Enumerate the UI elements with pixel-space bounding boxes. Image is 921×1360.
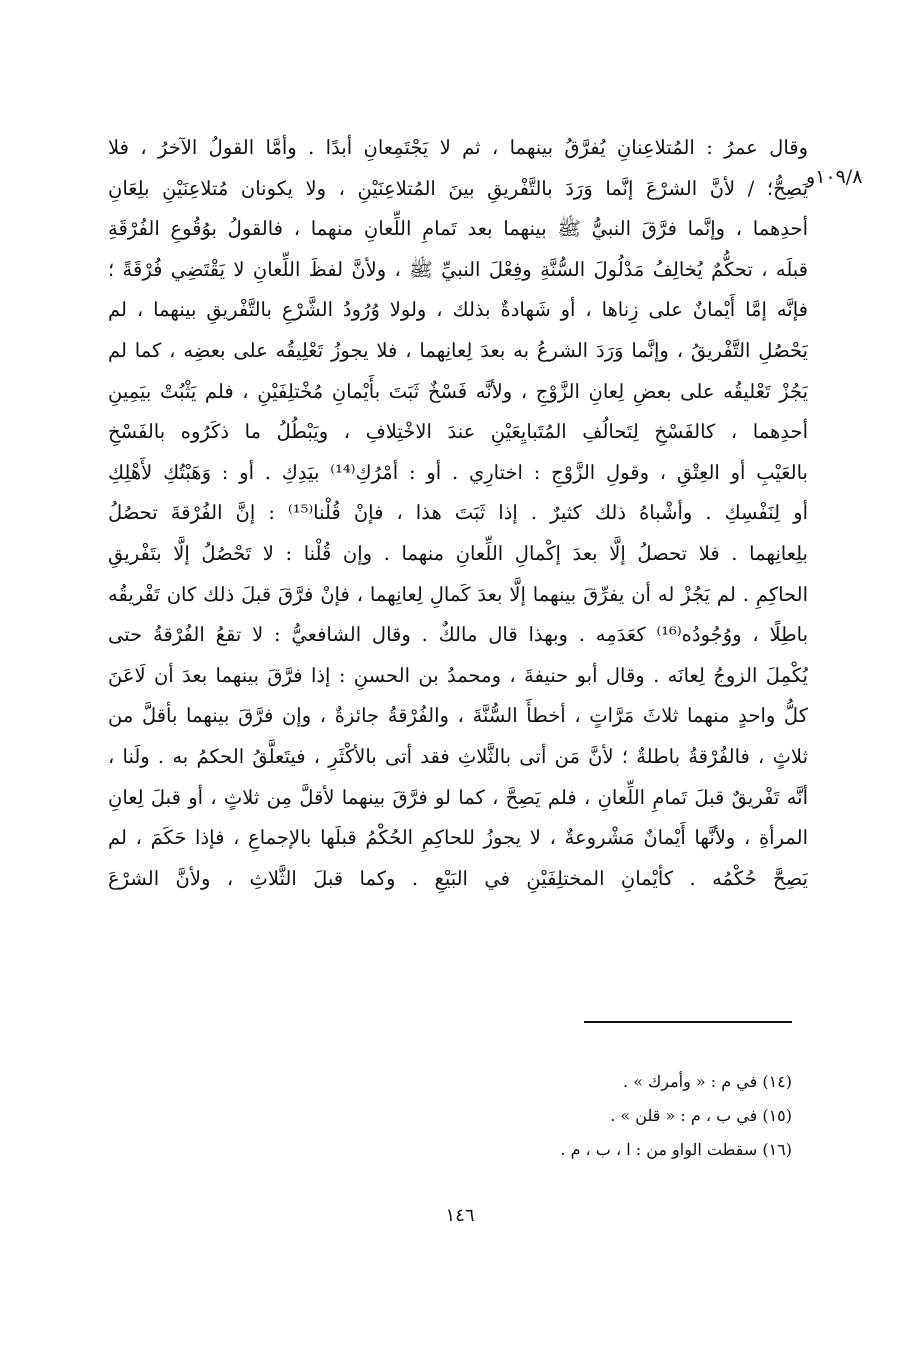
text-line: فإنَّه إمَّا أَيْمانٌ على زِناها ، أو شَهادةٌ بذلك ، ولولا وُرُودُ الشَّرْعِ بالتَّفْريقِ بينهما ، لم [108, 298, 808, 322]
footnote: (١٤) في م : « وأمرك » . [623, 1072, 792, 1091]
footnote-separator-rule [584, 1021, 792, 1023]
text-line: يَصِحَّ حُكْمُه . كأيْمانِ المختلِفَيْنِ في البَيْعِ . وكما قبلَ الثَّلاثِ ، ولأنَّ الشرْعَ [108, 866, 808, 890]
footnotes-block [380, 1065, 792, 1167]
text-line: ثلاثٍ ، فالفُرْقةُ باطلةٌ ؛ لأنَّ مَن أتى بالثَّلاثِ فقد أتى بالأكْثَرِ ، فيتَعلَّقُ الحكمُ به . ولَنا ، [108, 744, 808, 768]
page-number: ١٤٦ [445, 1205, 475, 1226]
text-line: قبلَه ، تحكُّمٌ يُخالِفُ مَدْلُولَ السُّنَّةِ وفِعْلَ النبيِّ ﷺ ، ولأنَّ لفظَ اللِّعانِ لا يَقْتَضِي فُرْقَةً ؛ [108, 257, 808, 281]
text-line: الحاكِمِ . لم يَجُزْ له أن يفرِّقَ بينهما إلَّا بعدَ كَمالِ لِعانِهما ، فإنْ فرَّقَ قبلَ ذلك كان تَفْريقُه [108, 582, 808, 606]
text-line: بلِعانِهما . فلا تحصلُ إلَّا بعدَ إكْمالِ اللِّعانِ منهما . وإن قُلْنا : لا تَحْصُلُ إلَّا بتَفْريقِ [108, 541, 808, 565]
text-line: يَحْصُلِ التَّفْريقُ ، وإنَّما وَرَدَ الشرعُ به بعدَ لِعانِهما ، فلا يجوزُ تَعْلِيقُه على بعضِه ، كما لم [108, 338, 808, 362]
main-text-block [108, 128, 808, 899]
text-line: المرأةِ ، ولأنَّها أَيْمانٌ مَشْروعةٌ ، لا يجوزُ للحاكِمِ الحُكْمُ قبلَها بالإجماعِ ، فإذا حَكَمَ ، لم [108, 826, 808, 850]
text-line: باطِلًا ، ووُجُودُه⁽¹⁶⁾ كعَدَمِه . وبهذا قال مالكٌ . وقال الشافعيُّ : لا تقعُ الفُرْقةُ حتى [108, 623, 808, 647]
text-line: أحدِهما ، كالفَسْخِ لِتَحالُفِ المُتَبايِعَيْنِ عندَ الاخْتِلافِ ، ويَبْطُلُ ما ذكَرُوه بالفَسْخِ [108, 420, 808, 444]
footnote: (١٦) سقطت الواو من : ا ، ب ، م . [560, 1140, 792, 1159]
text-line: يُكْمِلَ الزوجُ لِعانَه . وقال أبو حنيفةَ ، ومحمدُ بن الحسنِ : إذا فرَّقَ بينهما بعدَ أن لَاعَنَ [108, 663, 808, 687]
text-line: يَجُزْ تَعْليقُه على بعضِ لِعانِ الزَّوْجِ ، ولأنَّه فَسْخٌ ثَبَتَ بأَيْمانِ مُخْتلِفَيْنِ ، فلم يَثْبُتْ بيَمِينِ [108, 379, 808, 403]
text-line: أحدِهما ، وإنَّما فرَّقَ النبيُّ ﷺ بينهما بعد تَمامِ اللِّعانِ منهما ، فالقولُ بوُقُوعِ الفُرْقَةِ [108, 217, 808, 241]
manuscript-folio-reference: ١٠٩/٨و [806, 166, 863, 188]
text-line: أو لِنَفْسِكِ . وأشْباهُ ذلك كثيرٌ . إذا ثَبَتَ هذا ، فإنْ قُلْنا⁽¹⁵⁾ : إنَّ الفُرْقةَ تحصُلُ [108, 501, 808, 525]
text-line: بالعَيْبِ أو العِتْقِ ، وقولِ الزَّوْجِ : اختارِي . أو : أمْرُكِ⁽¹⁴⁾ بيَدِكِ . أو : وَهَبْتُكِ لأَهْلِكِ [108, 460, 808, 484]
text-line: كلُّ واحدٍ منهما ثلاثَ مَرَّاتٍ ، أخطأَ السُّنَّةَ ، والفُرْقةُ جائزةٌ ، وإن فرَّقَ بينهما بأقلَّ من [108, 704, 808, 728]
footnote: (١٥) في ب ، م : « قلن » . [610, 1106, 792, 1125]
text-line: وقال عمرُ : المُتلاعِنانِ يُفرَّقُ بينهما ، ثم لا يَجْتَمِعانِ أبدًا . وأمَّا القولُ الآخرُ ، فلا [108, 136, 808, 159]
text-line: أنَّه تَفْريقٌ قبلَ تَمامِ اللِّعانِ ، فلم يَصِحَّ ، كما لو فرَّقَ بينهما لأقلَّ مِن ثلاثٍ ، أو قبلَ لِعانِ [108, 785, 808, 809]
text-line: يَصِحُّ؛ / لأنَّ الشرْعَ إنَّما وَرَدَ بالتَّفْريقِ بينَ المُتلاعِنَيْنِ ، ولا يكونان مُتلاعِنَيْنِ بلِعَانِ [108, 176, 808, 200]
